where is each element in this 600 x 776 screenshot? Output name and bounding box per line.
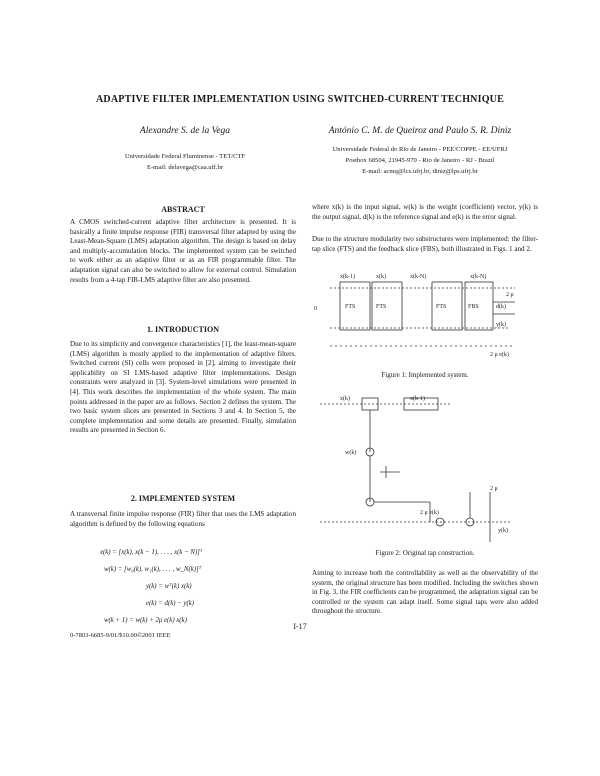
figure-1-diagram [310, 268, 540, 360]
abstract-heading: ABSTRACT [161, 205, 205, 214]
fig2-twomu-label: 2 μ [490, 486, 498, 492]
equation-4: e(k) = d(k) − y(k) [146, 600, 195, 607]
right-para-3: Aiming to increase both the controllability as well as the observability of the system, the original structure has been modified. Including the switches shown in Fig. 3, the FIR coefficients can be programmed, the adaptation signal can be controlled or the system can adapt itself. Some signal taps were also added throughout the structure. [312, 569, 538, 616]
page-number: I-17 [293, 622, 307, 631]
figure-1-caption: Figure 1: Implemented system. [381, 371, 469, 379]
equation-2: w(k) = [w₀(k), w₁(k), . . . , w_N(k)]ᵀ [104, 566, 202, 573]
author-right-address: Postbox 68504, 21945-970 - Rio de Janeiro - RJ - Brazil [345, 157, 495, 164]
fig1-dk-label: d(k) [496, 304, 506, 310]
author-right-affiliation: Universidade Federal do Rio de Janeiro - PEE/COPPE - EE/UFRJ [332, 146, 508, 153]
implemented-heading: 2. IMPLEMENTED SYSTEM [130, 494, 236, 503]
fig1-fts2-label: FTS [376, 304, 387, 310]
fig2-wk-label: w(k) [345, 450, 357, 456]
fig1-yk-label: y(k) [496, 322, 506, 328]
fig1-ek-label: 2 μ e(k) [490, 352, 509, 358]
author-right-name: António C. M. de Queiroz and Paulo S. R. Diniz [328, 126, 512, 136]
fig2-xk-label: x(k) [340, 396, 350, 402]
fig1-fts3-label: FTS [436, 304, 447, 310]
fig1-twomu-label: 2 μ [506, 292, 514, 298]
equation-5: w(k + 1) = w(k) + 2μ e(k) x(k) [104, 617, 187, 624]
fig1-fbs-label: FBS [468, 304, 479, 310]
copyright-footer: 0-7803-6685-9/01/$10.00©2001 IEEE [70, 632, 171, 639]
fig1-xk-label: x(k) [376, 274, 386, 280]
fig2-yk-label: y(k) [498, 528, 508, 534]
intro-heading: 1. INTRODUCTION [146, 325, 219, 334]
equation-3: y(k) = wᵀ(k) x(k) [146, 583, 192, 590]
fig2-ek-label: 2 μ e(k) [420, 510, 439, 516]
fig2-xkm1-label: x(k-1) [410, 396, 425, 402]
fig1-xk1-label: x(k-1) [340, 274, 355, 280]
implemented-text: A transversal finite impulse response (FIR) filter that uses the LMS adaptation algorithm is defined by the following equations [70, 510, 296, 528]
figure-2-caption: Figure 2: Original tap construction. [375, 549, 475, 557]
abstract-text: A CMOS switched-current adaptive filter architecture is presented. It is basically a finite impulse response (FIR) transversal filter adapted by using the Least-Mean-Square (LMS) adaptation algorithm. The design is based on delay and multiply-accumulation blocks. The implemented system can be switched to work either as an adaptive filter or as an FIR programmable filter. The adaptation signal can also be switched to allow for external control. Simulation results from a 4-tap FIR-LMS adaptive filter are also presented. [70, 218, 296, 284]
author-left-affiliation: Universidade Federal Fluminense - TET/CTF [124, 153, 246, 160]
author-left-email: E-mail: delavega@caa.uff.br [146, 164, 224, 171]
author-right-email: E-mail: acmq@lcs.ufrj.br, diniz@lps.ufrj.br [362, 168, 478, 175]
right-para-1: where x(k) is the input signal, w(k) is the weight (coefficient) vector, y(k) is the output signal, d(k) is the reference signal and e(k) is the error signal. [312, 203, 538, 221]
figure-2-diagram [320, 392, 525, 544]
fig1-xkn1-label: x(k-N) [410, 274, 427, 280]
author-left-name: Alexandre S. de la Vega [139, 126, 231, 136]
equation-1: x(k) = [x(k), x(k − 1), . . . , x(k − N)]ᵀ [100, 549, 203, 556]
fig1-zero-label: 0 [314, 306, 317, 312]
fig1-xkn-label: x(k-N) [470, 274, 487, 280]
paper-title: ADAPTIVE FILTER IMPLEMENTATION USING SWITCHED-CURRENT TECHNIQUE [96, 94, 504, 105]
fig1-fts1-label: FTS [345, 304, 356, 310]
right-para-2: Due to the structure modularity two substructures were implemented: the filter-tap slice (FTS) and the feedback slice (FBS), both illustrated in Figs. 1 and 2. [312, 235, 538, 253]
intro-text: Due to its simplicity and convergence characteristics [1], the least-mean-square (LMS) algorithm is mostly applied to the implementation of adaptive filters. Switched current (SI) cells were proposed in [2], aiming to investigate their applicability on SI LMS-based adaptive filter implementations. Design constraints were analyzed in [3]. System-level simulations were presented in [4]. This work describes the implementation of the whole system. The main points addressed in the paper are as follows. Section 2 defines the system. The two basic system slices are presented in Sections 3 and 4. In Section 5, the complete implementation and some details are presented. Finally, simulation results are presented in Section 6. [70, 340, 296, 435]
